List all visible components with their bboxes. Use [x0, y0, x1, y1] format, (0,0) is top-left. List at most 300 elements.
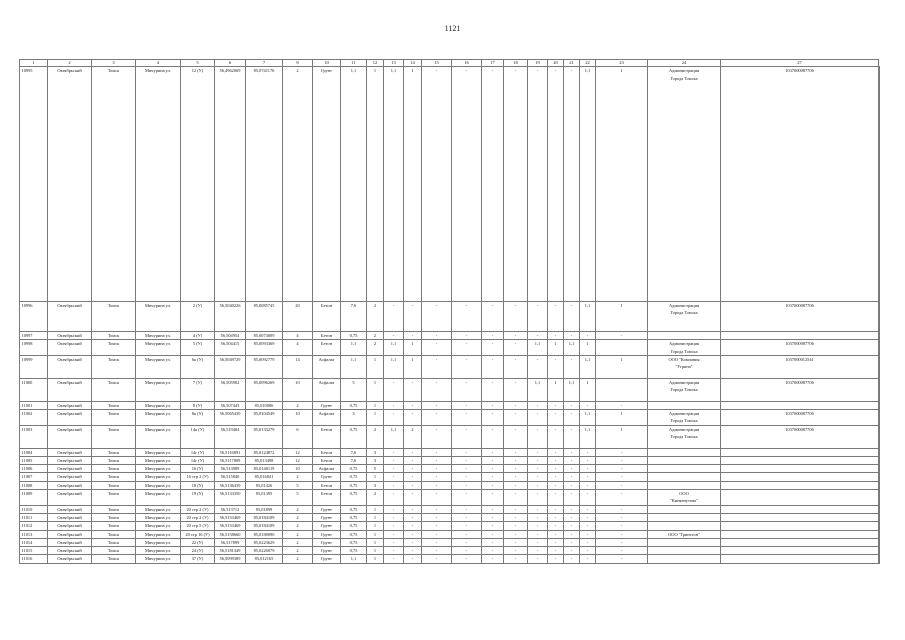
cell-id: 11013 — [20, 530, 48, 538]
cell-c16: - — [452, 547, 482, 555]
cell-c8: 6 — [283, 425, 313, 448]
cell-c22: - — [580, 465, 596, 473]
cell-owner — [648, 473, 721, 481]
cell-c22: - — [580, 332, 596, 340]
cell-c13: - — [384, 538, 404, 546]
cell-c22: - — [580, 555, 596, 563]
cell-addresses — [879, 425, 880, 448]
column-header: 18 — [504, 60, 528, 67]
cell-ogrn — [721, 522, 879, 530]
cell-area: 0,75 — [341, 473, 367, 481]
cell-district: Октябрьский — [48, 530, 92, 538]
cell-city: Томск — [92, 547, 136, 555]
cell-c14: - — [404, 465, 422, 473]
cell-area: 0,75 — [341, 490, 367, 506]
cell-c21: - — [564, 513, 580, 521]
cell-c23: 1 — [596, 355, 648, 378]
cell-id: 11015 — [20, 547, 48, 555]
cell-ogrn — [721, 490, 879, 506]
cell-num: 16 (У) — [181, 465, 215, 473]
cell-c12: 1 — [367, 530, 384, 538]
column-header: 22 — [580, 60, 596, 67]
cell-c13: - — [384, 378, 404, 401]
cell-area: 0,75 — [341, 522, 367, 530]
cell-city: Томск — [92, 332, 136, 340]
cell-ogrn: 1037000087706 — [721, 425, 879, 448]
cell-lon: 85,016841 — [246, 473, 283, 481]
table-row — [20, 555, 880, 563]
cell-c16: - — [452, 410, 482, 426]
cell-c14: - — [404, 410, 422, 426]
cell-lat: 56,5153469 — [215, 522, 246, 530]
cell-district: Октябрьский — [48, 301, 92, 331]
cell-c8: 2 — [283, 505, 313, 513]
cell-c14: - — [404, 332, 422, 340]
cell-surface: Грунт — [313, 505, 341, 513]
cell-city: Томск — [92, 473, 136, 481]
cell-c13: - — [384, 473, 404, 481]
cell-c17: - — [482, 355, 504, 378]
cell-c22: 1,1 — [580, 301, 596, 331]
cell-area: 7,6 — [341, 301, 367, 331]
cell-c18: - — [504, 401, 528, 409]
cell-c18: - — [504, 301, 528, 331]
cell-c23: - — [596, 481, 648, 489]
column-header: 10 — [313, 60, 341, 67]
cell-lon: 85,01899 — [246, 505, 283, 513]
cell-lat: 56,5136439 — [215, 481, 246, 489]
cell-area: 0,75 — [341, 513, 367, 521]
column-header: 16 — [452, 60, 482, 67]
cell-c19: - — [528, 547, 548, 555]
cell-lat: 56,513712 — [215, 505, 246, 513]
cell-c16: - — [452, 425, 482, 448]
cell-area: 1,1 — [341, 340, 367, 356]
cell-id: 11012 — [20, 522, 48, 530]
cell-id: 11003 — [20, 425, 48, 448]
cell-c15: - — [422, 490, 452, 506]
owner-line: Администрация — [668, 411, 700, 417]
cell-c23 — [596, 340, 648, 356]
cell-c14: 1 — [404, 67, 422, 302]
cell-addresses — [879, 513, 880, 521]
cell-c8: 2 — [283, 522, 313, 530]
cell-c23: - — [596, 530, 648, 538]
cell-c12: 1 — [367, 67, 384, 302]
page-number: 1121 — [444, 24, 461, 33]
cell-c18: - — [504, 448, 528, 456]
table-row — [20, 538, 880, 546]
cell-c17: - — [482, 332, 504, 340]
cell-c22: - — [580, 481, 596, 489]
cell-c18: - — [504, 513, 528, 521]
cell-ogrn: 1037000012541 — [721, 355, 879, 378]
cell-c18: - — [504, 481, 528, 489]
cell-id: 11004 — [20, 448, 48, 456]
cell-ogrn — [721, 465, 879, 473]
column-header: 11 — [341, 60, 367, 67]
cell-c8: 2 — [283, 530, 313, 538]
cell-c14: - — [404, 505, 422, 513]
cell-c12: 1 — [367, 378, 384, 401]
cell-lon: 85,0104549 — [246, 410, 283, 426]
cell-c19: - — [528, 522, 548, 530]
cell-district: Октябрьский — [48, 538, 92, 546]
cell-area: 0,75 — [341, 425, 367, 448]
cell-owner — [648, 378, 721, 401]
cell-c18: - — [504, 425, 528, 448]
owner-line: Администрация — [668, 68, 700, 74]
cell-lat: 56,5153469 — [215, 513, 246, 521]
cell-ogrn: 1037000087706 — [721, 340, 879, 356]
cell-c14: - — [404, 513, 422, 521]
cell-surface: Бетон — [313, 301, 341, 331]
cell-c19: - — [528, 465, 548, 473]
cell-c17: - — [482, 67, 504, 302]
cell-district: Октябрьский — [48, 465, 92, 473]
cell-c23: - — [596, 522, 648, 530]
cell-area: 0,75 — [341, 481, 367, 489]
cell-ogrn — [721, 538, 879, 546]
cell-lon: 85,01426 — [246, 481, 283, 489]
cell-c16: - — [452, 301, 482, 331]
cell-c13: - — [384, 530, 404, 538]
cell-c12: 2 — [367, 490, 384, 506]
cell-id: 10997 — [20, 332, 48, 340]
cell-street: Мичурина ул. — [136, 465, 181, 473]
cell-c23: - — [596, 490, 648, 506]
cell-owner — [648, 522, 721, 530]
cell-area: 0,75 — [341, 465, 367, 473]
cell-c18: - — [504, 490, 528, 506]
cell-num: 20 стр 16 (У) — [181, 530, 215, 538]
cell-c17: - — [482, 481, 504, 489]
cell-surface: Грунт — [313, 401, 341, 409]
table-row — [20, 448, 880, 456]
cell-owner — [648, 332, 721, 340]
cell-c20: - — [548, 505, 564, 513]
cell-district: Октябрьский — [48, 410, 92, 426]
column-header: 3 — [92, 60, 136, 67]
cell-c20: - — [548, 473, 564, 481]
cell-c12: 1 — [367, 410, 384, 426]
cell-ogrn — [721, 505, 879, 513]
cell-c16: - — [452, 490, 482, 506]
cell-c12: 1 — [367, 547, 384, 555]
cell-lon: 85,0092779 — [246, 355, 283, 378]
cell-c16: - — [452, 481, 482, 489]
cell-owner — [648, 481, 721, 489]
cell-c15: - — [422, 456, 452, 464]
cell-c16: - — [452, 465, 482, 473]
cell-street: Мичурина ул. — [136, 410, 181, 426]
cell-c12: 3 — [367, 481, 384, 489]
cell-c19: - — [528, 332, 548, 340]
cell-c15: - — [422, 465, 452, 473]
cell-c17: - — [482, 473, 504, 481]
cell-addresses — [879, 456, 880, 464]
cell-owner — [648, 401, 721, 409]
cell-lon: 85,0184109 — [246, 522, 283, 530]
owner-line: Города Томска — [670, 418, 698, 424]
cell-district: Октябрьский — [48, 490, 92, 506]
cell-c12: 2 — [367, 340, 384, 356]
owner-line: ООО — [679, 491, 689, 497]
column-header: 5 — [181, 60, 215, 67]
cell-c15: - — [422, 522, 452, 530]
cell-street: Мичурина ул. — [136, 547, 181, 555]
owner-line: Города Томска — [670, 387, 698, 393]
cell-city: Томск — [92, 481, 136, 489]
cell-lat: 56,504954 — [215, 332, 246, 340]
cell-owner — [648, 547, 721, 555]
cell-lon: 85,0223629 — [246, 538, 283, 546]
cell-addresses — [879, 67, 880, 302]
cell-lat: 56,513989 — [215, 465, 246, 473]
cell-city: Томск — [92, 355, 136, 378]
cell-num: 5 (У) — [181, 340, 215, 356]
cell-street: Мичурина ул. — [136, 505, 181, 513]
cell-c18: - — [504, 473, 528, 481]
cell-c15: - — [422, 555, 452, 563]
cell-c8: 2 — [283, 555, 313, 563]
column-header: 17 — [482, 60, 504, 67]
cell-area: 7,6 — [341, 448, 367, 456]
table-row — [20, 522, 880, 530]
cell-c20: - — [548, 410, 564, 426]
cell-c8: 2 — [283, 401, 313, 409]
cell-c23: - — [596, 448, 648, 456]
cell-lon: 85,0124872 — [246, 448, 283, 456]
cell-c16: - — [452, 505, 482, 513]
cell-num: 12 (У) — [181, 67, 215, 302]
cell-ogrn — [721, 547, 879, 555]
cell-c21: - — [564, 401, 580, 409]
cell-c18: - — [504, 530, 528, 538]
cell-c21: - — [564, 555, 580, 563]
cell-c16: - — [452, 448, 482, 456]
cell-c13: - — [384, 465, 404, 473]
cell-c19: - — [528, 555, 548, 563]
cell-id: 11010 — [20, 505, 48, 513]
cell-c13: - — [384, 401, 404, 409]
cell-addresses — [879, 410, 880, 426]
cell-c21: - — [564, 448, 580, 456]
cell-c8: 10 — [283, 410, 313, 426]
cell-ogrn: 1037000087706 — [721, 301, 879, 331]
cell-street: Мичурина ул. — [136, 340, 181, 356]
cell-district: Октябрьский — [48, 332, 92, 340]
table-row — [20, 530, 880, 538]
cell-ogrn — [721, 401, 879, 409]
cell-street: Мичурина ул. — [136, 355, 181, 378]
cell-num: 14г (У) — [181, 448, 215, 456]
cell-lon: 85,0226079 — [246, 547, 283, 555]
cell-surface: Грунт — [313, 513, 341, 521]
cell-c22: - — [580, 530, 596, 538]
cell-owner — [648, 513, 721, 521]
cell-c13: - — [384, 332, 404, 340]
cell-c21: - — [564, 481, 580, 489]
cell-city: Томск — [92, 378, 136, 401]
cell-c8: 5 — [283, 481, 313, 489]
cell-ogrn — [721, 513, 879, 521]
cell-num: 22 (У) — [181, 538, 215, 546]
cell-c17: - — [482, 456, 504, 464]
cell-c13: - — [384, 448, 404, 456]
cell-owner — [648, 465, 721, 473]
cell-street: Мичурина ул. — [136, 456, 181, 464]
cell-city: Томск — [92, 425, 136, 448]
cell-c22: - — [580, 538, 596, 546]
column-header: 19 — [528, 60, 548, 67]
cell-ogrn — [721, 448, 879, 456]
cell-c15: - — [422, 538, 452, 546]
cell-c22: 1 — [580, 340, 596, 356]
cell-c8: 2 — [283, 473, 313, 481]
cell-c18: - — [504, 67, 528, 302]
cell-id: 11009 — [20, 490, 48, 506]
cell-street: Мичурина ул. — [136, 448, 181, 456]
owner-line: Города Томска — [670, 433, 698, 439]
cell-addresses — [879, 555, 880, 563]
cell-c17: - — [482, 555, 504, 563]
cell-ogrn — [721, 481, 879, 489]
cell-c8: 2 — [283, 67, 313, 302]
cell-street: Мичурина ул. — [136, 490, 181, 506]
cell-lat: 56,5133350 — [215, 490, 246, 506]
column-header: 1 — [20, 60, 48, 67]
cell-c17: - — [482, 448, 504, 456]
cell-c14: - — [404, 401, 422, 409]
cell-num: 19 (У) — [181, 490, 215, 506]
cell-num: 16 стр 2 (У) — [181, 473, 215, 481]
cell-district: Октябрьский — [48, 481, 92, 489]
cell-c16: - — [452, 401, 482, 409]
cell-district: Октябрьский — [48, 67, 92, 302]
cell-c13: - — [384, 481, 404, 489]
cell-c17: - — [482, 505, 504, 513]
cell-c16: - — [452, 456, 482, 464]
cell-lat: 56,505902 — [215, 378, 246, 401]
column-header: 4 — [136, 60, 181, 67]
table-row — [20, 456, 880, 464]
owner-line: Города Томска — [670, 75, 698, 81]
cell-c8: 10 — [283, 378, 313, 401]
cell-num: 24 (У) — [181, 547, 215, 555]
cell-street: Мичурина ул. — [136, 332, 181, 340]
cell-c22: - — [580, 473, 596, 481]
cell-c12: 1 — [367, 473, 384, 481]
cell-lon: 85,01395 — [246, 490, 283, 506]
cell-lat: 56,5065439 — [215, 410, 246, 426]
cell-owner — [648, 456, 721, 464]
cell-district: Октябрьский — [48, 456, 92, 464]
cell-street: Мичурина ул. — [136, 513, 181, 521]
cell-city: Томск — [92, 465, 136, 473]
cell-district: Октябрьский — [48, 340, 92, 356]
cell-lat: 56,5158660 — [215, 530, 246, 538]
cell-c13: 1,1 — [384, 425, 404, 448]
cell-c22: - — [580, 547, 596, 555]
cell-surface: Бетон — [313, 490, 341, 506]
cell-street: Мичурина ул. — [136, 473, 181, 481]
cell-lon: 85,0093369 — [246, 340, 283, 356]
cell-c20: - — [548, 547, 564, 555]
cell-city: Томск — [92, 490, 136, 506]
cell-district: Октябрьский — [48, 473, 92, 481]
cell-c22: - — [580, 401, 596, 409]
table-row — [20, 490, 880, 506]
cell-c23: - — [596, 332, 648, 340]
cell-c23 — [596, 378, 648, 401]
cell-c18: - — [504, 522, 528, 530]
cell-c18: - — [504, 378, 528, 401]
cell-area: 1,1 — [341, 67, 367, 302]
cell-c16: - — [452, 332, 482, 340]
cell-c19: - — [528, 490, 548, 506]
cell-c22: 1 — [580, 378, 596, 401]
cell-district: Октябрьский — [48, 513, 92, 521]
cell-c16: - — [452, 67, 482, 302]
cell-c21: - — [564, 547, 580, 555]
cell-surface: Бетон — [313, 456, 341, 464]
cell-c14: - — [404, 378, 422, 401]
cell-c14: - — [404, 522, 422, 530]
cell-district: Октябрьский — [48, 425, 92, 448]
cell-c21: - — [564, 490, 580, 506]
cell-area: 0,75 — [341, 530, 367, 538]
column-header: 20 — [548, 60, 564, 67]
cell-lat: 56,4962069 — [215, 67, 246, 302]
cell-lat: 56,519404 — [215, 425, 246, 448]
cell-c22: 1,1 — [580, 425, 596, 448]
cell-city: Томск — [92, 530, 136, 538]
column-header: 14 — [404, 60, 422, 67]
column-header: 7 — [246, 60, 283, 67]
table-row — [20, 505, 880, 513]
cell-c18: - — [504, 547, 528, 555]
owner-line: Администрация — [668, 426, 700, 432]
cell-surface: Грунт — [313, 67, 341, 302]
cell-ogrn — [721, 332, 879, 340]
cell-c8: 20 — [283, 301, 313, 331]
cell-c14: - — [404, 448, 422, 456]
cell-c23: - — [596, 401, 648, 409]
cell-lon: 85,0140119 — [246, 465, 283, 473]
cell-addresses — [879, 473, 880, 481]
owner-line: Администрация — [668, 341, 700, 347]
cell-c20: - — [548, 425, 564, 448]
cell-c19: - — [528, 538, 548, 546]
cell-id: 10995 — [20, 67, 48, 302]
cell-c14: 2 — [404, 425, 422, 448]
cell-addresses — [879, 490, 880, 506]
cell-c15: - — [422, 513, 452, 521]
cell-district: Октябрьский — [48, 547, 92, 555]
cell-c8: 4 — [283, 340, 313, 356]
cell-c13: - — [384, 547, 404, 555]
cell-surface: Бетон — [313, 425, 341, 448]
cell-c16: - — [452, 530, 482, 538]
cell-c13: 1,1 — [384, 67, 404, 302]
cell-c14: - — [404, 547, 422, 555]
cell-surface: Асфальт — [313, 465, 341, 473]
cell-c12: 1 — [367, 522, 384, 530]
cell-c19: - — [528, 425, 548, 448]
cell-c20: - — [548, 401, 564, 409]
cell-c20: - — [548, 490, 564, 506]
